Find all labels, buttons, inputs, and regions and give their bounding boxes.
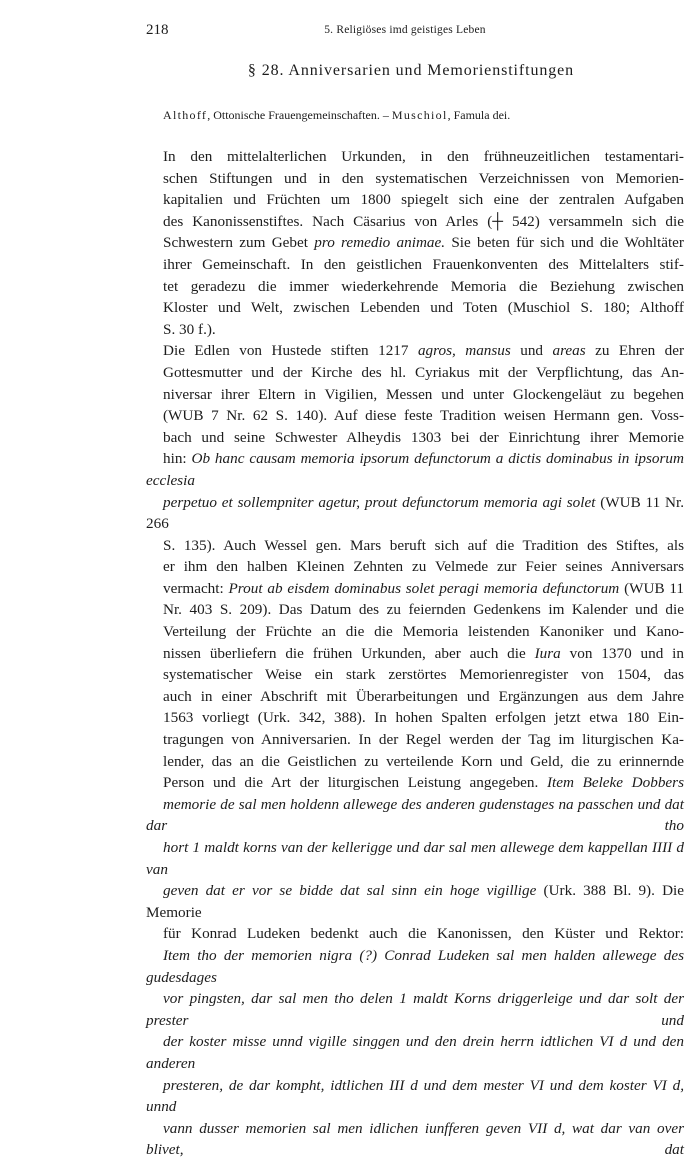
page-number: 218 xyxy=(146,22,169,38)
text-line: auch in einer Abschrift mit Überarbeitungen und Ergänzungen aus dem Jahre xyxy=(163,687,684,705)
text-line: des Kanonissenstiftes. Nach Cäsarius von Arles (┼ 542) versammeln sich die xyxy=(163,212,684,230)
text-run: Sie beten für sich und die Wohltäter xyxy=(445,234,684,252)
text-line: bach und seine Schwester Alheydis 1303 bei der Einrichtung ihrer Memorie xyxy=(163,428,684,446)
text-run: Person und die Art der liturgischen Leistung angegeben. xyxy=(163,774,547,792)
text-line: Gottesmutter und der Kirche des hl. Cyriakus mit der Verpflichtung, das An- xyxy=(163,363,684,381)
text-line xyxy=(146,643,684,665)
text-line xyxy=(146,340,684,362)
middle-low-german-quote: presteren, de dar kompht, idtlichen III d und dem mester VI und dem koster VI d, unnd xyxy=(146,1076,684,1116)
middle-low-german-quote: der koster misse unnd vigille singgen und den drein herrn idtlichen VI d und den anderen xyxy=(146,1033,684,1072)
text-run: und xyxy=(510,342,553,360)
text-line: 1563 vorliegt (Urk. 342, 388). In hohen Spalten erfolgen jetzt etwa 180 Ein- xyxy=(163,709,684,727)
text-line: lender, das an die Geistlichen zu verteilende Korn und Geld, die zu erinnernde xyxy=(163,752,684,770)
latin-term: agros, mansus xyxy=(417,342,511,360)
text-run: von 1370 und in xyxy=(560,644,684,662)
text-line: Kloster und Welt, zwischen Lebenden und Toten (Muschiol S. 180; Althoff xyxy=(163,299,684,317)
text-run: Die Edlen von Hustede stiften 1217 xyxy=(163,342,418,360)
text-line xyxy=(146,578,684,600)
text-line: schen Stiftungen und in den systematischen Verzeichnissen von Memorien- xyxy=(163,169,684,187)
paragraph-2 xyxy=(146,340,684,1161)
text-line: systematischer Weise ein stark zerstörtes Memorienregister von 1504, das xyxy=(163,666,684,684)
text-line: Verteilung der Früchte an die die Memoria leistenden Kanoniker und Kano- xyxy=(163,623,684,641)
text-line xyxy=(146,448,684,491)
middle-low-german-quote: Item tho der memorien nigra (?) Conrad Ludeken sal men halden allewege des gudesdages xyxy=(146,946,684,986)
text-line: S. 135). Auch Wessel gen. Mars beruft sich auf die Tradition des Stiftes, als xyxy=(163,536,684,554)
middle-low-german-quote: vor pingsten, dar sal men tho delen 1 maldt Korns driggerleige und dar solt der prester und xyxy=(146,990,684,1029)
text-line xyxy=(146,232,684,254)
section-title: § 28. Anniversarien und Memorienstiftungen xyxy=(247,62,575,79)
text-run: zu Ehren der xyxy=(585,342,685,360)
text-line: kapitalien und Früchten um 1800 spiegelt sich eine der zentralen Aufgaben xyxy=(163,191,684,209)
middle-low-german-quote: vann dusser memorien sal men idlichen iunfferen geven VII d, wat dar van over blivet, dat xyxy=(146,1119,684,1159)
middle-low-german-quote: Item Beleke Dobbers xyxy=(546,774,684,792)
text-run: (WUB 11 xyxy=(619,579,684,597)
text-line: niversar ihrer Eltern in Vigilien, Messen und unter Glockengeläut zu begehen xyxy=(163,385,684,403)
paragraph-1 xyxy=(146,146,684,340)
text-line: In den mittelalterlichen Urkunden, in den frühneuzeitlichen testamentari- xyxy=(163,148,684,165)
text-line: Nr. 403 S. 209). Das Datum des zu feiernden Gedenkens im Kalender und die xyxy=(163,601,684,619)
latin-quote: perpetuo et sollempniter agetur, prout defunctorum memoria agi solet xyxy=(163,493,596,511)
text-line: ihrer Gemeinschaft. In den geistlichen Frauenkonventen des Mittelalters stif- xyxy=(163,255,684,273)
text-run: hin: xyxy=(163,450,192,468)
text-line: S. 30 f.). xyxy=(163,320,216,338)
text-run: vermacht: xyxy=(163,579,229,597)
running-head: 5. Religiöses imd geistiges Leben xyxy=(324,24,486,36)
body-text xyxy=(146,146,684,1161)
text-run: Schwestern zum Gebet xyxy=(163,234,315,252)
text-line: er ihm den halben Kleinen Zehnten zu Velmede zur Feier seines Anniversars xyxy=(163,558,684,576)
literature-line xyxy=(163,108,510,123)
text-line xyxy=(146,772,684,794)
text-run: (Urk. 388 Bl. 9). Die Memorie xyxy=(146,882,685,921)
latin-quote: Prout ab eisdem dominabus solet peragi memoria defunctorum xyxy=(228,579,620,597)
middle-low-german-quote: hort 1 maldt korns van der kellerigge und dar sal men allewege dem kappellan IIII d van xyxy=(146,839,684,878)
latin-quote: Ob hanc causam memoria ipsorum defunctorum a dictis dominabus in ipsorum ecclesia xyxy=(146,450,684,489)
text-line: tragungen von Anniversarien. In der Regel werden der Tag im liturgischen Ka- xyxy=(163,731,684,749)
middle-low-german-quote: memorie de sal men holdenn allewege des anderen gudenstages na passchen und dat dar tho xyxy=(146,795,684,835)
latin-term: Iura xyxy=(534,644,561,662)
text-line: für Konrad Ludeken bedenkt auch die Kanonissen, den Küster und Rektor: xyxy=(163,925,684,943)
text-line: tet geradezu die immer wiederkehrende Memoria die Beziehung zwischen xyxy=(163,277,684,295)
text-line: (WUB 7 Nr. 62 S. 140). Auf diese feste Tradition weisen Hermann gen. Voss- xyxy=(163,407,684,425)
latin-term: areas xyxy=(552,342,586,360)
latin-phrase: pro remedio animae. xyxy=(314,234,446,252)
literature-author-1: Althoff xyxy=(163,108,208,122)
text-line xyxy=(146,880,684,923)
middle-low-german-quote: geven dat er vor se bidde dat sal sinn ein hoge vigillige xyxy=(163,882,537,900)
literature-work-1: , Ottonische Frauengemeinschaften. – xyxy=(207,108,392,122)
text-run: nissen überliefern die frühen Urkunden, aber auch die xyxy=(163,644,535,662)
text-run: (WUB 11 Nr. 266 xyxy=(146,493,684,533)
literature-author-2: Muschiol xyxy=(391,108,448,122)
text-line xyxy=(146,492,684,535)
literature-work-2: , Famula dei. xyxy=(447,108,511,122)
